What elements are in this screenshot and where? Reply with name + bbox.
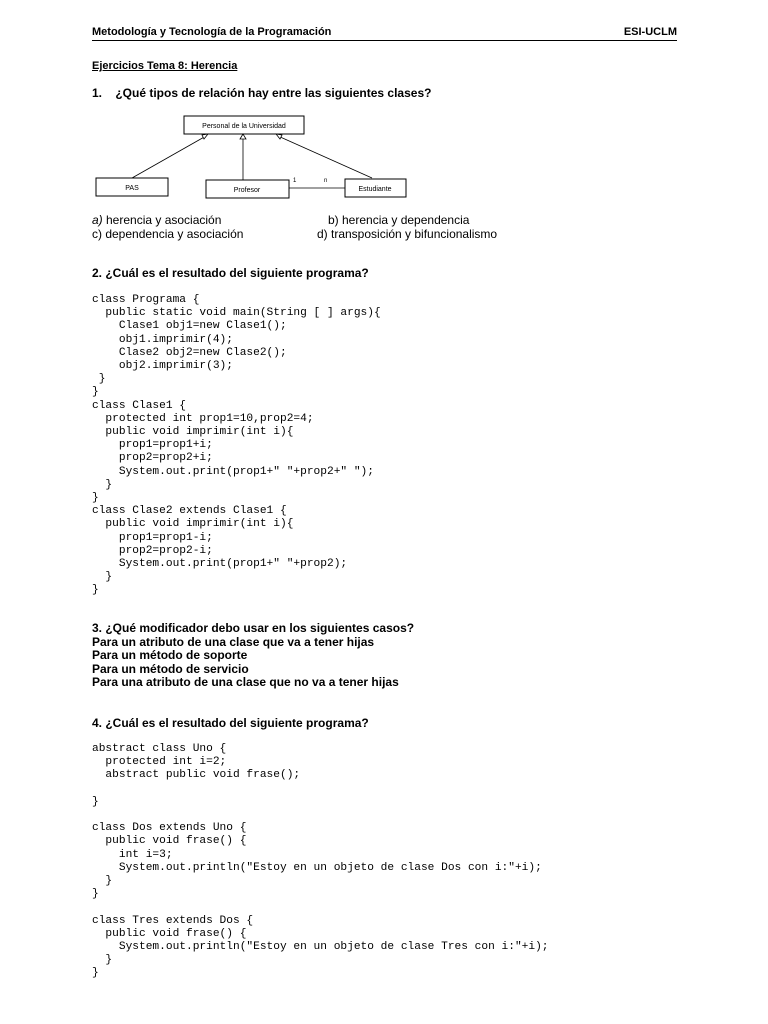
option-b: b) herencia y dependencia — [328, 213, 470, 227]
question-3-block — [92, 622, 414, 690]
child-class-label-pas: PAS — [125, 185, 139, 192]
option-a-text: herencia y asociación — [102, 213, 222, 227]
option-a — [92, 213, 221, 227]
option-a-letter: a) — [92, 213, 103, 227]
header-institution: ESI-UCLM — [623, 26, 677, 38]
multiplicity-right: n — [324, 178, 328, 184]
question-3-case: Para una atributo de una clase que no va a tener hijas — [92, 675, 399, 689]
inheritance-arrow-icon — [202, 134, 208, 139]
question-3-case: Para un atributo de una clase que va a tener hijas — [92, 634, 375, 649]
inheritance-arrow-icon — [240, 134, 246, 139]
multiplicity-left: 1 — [293, 178, 297, 184]
header-course-title: Metodología y Tecnología de la Programación — [92, 26, 332, 38]
class-diagram — [90, 112, 420, 202]
question-3-case: Para un método de servicio — [92, 661, 249, 676]
question-2-title: 2. ¿Cuál es el resultado del siguiente programa? — [92, 266, 369, 280]
child-class-label-estudiante: Estudiante — [358, 186, 392, 193]
question-4-title: 4. ¿Cuál es el resultado del siguiente programa? — [92, 716, 369, 730]
exercise-subtitle: Ejercicios Tema 8: Herencia — [92, 60, 238, 72]
page-header — [92, 26, 677, 41]
question-3-case: Para un método de soporte — [92, 648, 248, 662]
option-c: c) dependencia y asociación — [92, 227, 244, 241]
question-2-code: class Programa { public static void main(String [ ] args){ Clase1 obj1=new Clase1(); obj1.imprimir(4); Clase2 obj2=new Clase2(); obj2.imprimir(3); } } class Clase1 { protected int prop1=10,prop2=4; public void imprimir(int i){ prop1=prop1+i; prop2=prop2+i; System.out.print(prop1+" "+prop2+" "); } } class Clase2 extends Clase1 { public void imprimir(int i){ prop1=prop1-i; prop2=prop2-i; System.out.print(prop1+" "+prop2); } } — [92, 294, 381, 597]
question-4-code: abstract class Uno { protected int i=2; abstract public void frase(); } class Dos extends Uno { public void frase() { int i=3; System.out.println("Estoy en un objeto de clase Dos con i:"+i); } } class Tres extends Dos { public void frase() { System.out.println("Estoy en un objeto de clase Tres con i:"+i); } } — [92, 743, 549, 980]
inheritance-arrow-icon — [276, 134, 282, 139]
option-d: d) transposición y bifuncionalismo — [317, 227, 498, 241]
question-3-title: 3. ¿Qué modificador debo usar en los siguientes casos? — [92, 621, 415, 635]
question-1-title: 1. ¿Qué tipos de relación hay entre las siguientes clases? — [92, 86, 432, 100]
child-class-label-profesor: Profesor — [233, 187, 261, 194]
parent-class-label: Personal de la Universidad — [202, 123, 286, 130]
